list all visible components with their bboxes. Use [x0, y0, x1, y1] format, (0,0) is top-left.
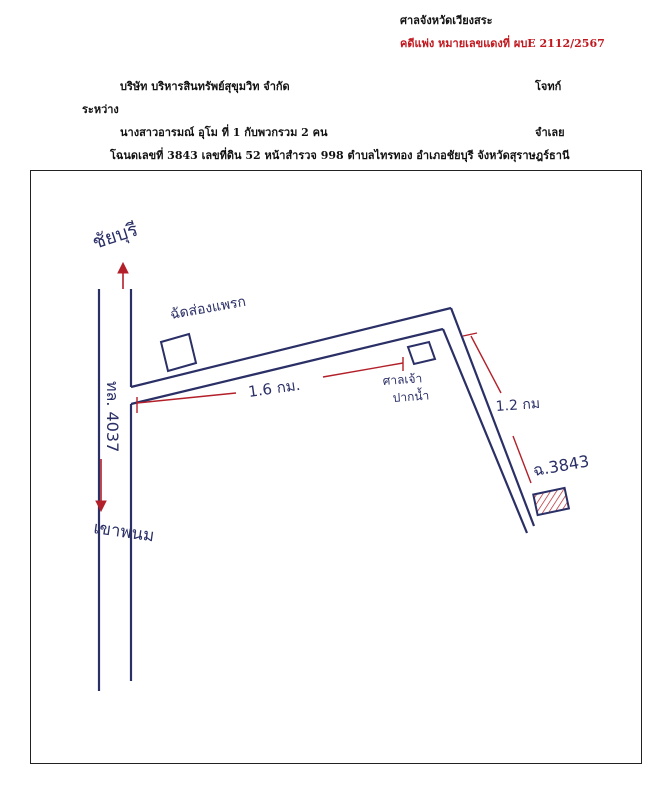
sketch-map [31, 171, 640, 762]
distance-1-label: 1.6 กม. [247, 375, 302, 401]
land-parcel [533, 488, 569, 515]
plaintiff-name: บริษัท บริหารสินทรัพย์สุขุมวิท จำกัด [120, 80, 290, 93]
defendant-name: นางสาวอารมณ์ อุโม ที่ 1 กับพวกรวม 2 คน [120, 126, 328, 139]
plaintiff-role: โจทก์ [535, 80, 562, 93]
road-code-label: ทล. 4037 [103, 381, 122, 453]
sketch-map-frame [30, 170, 642, 764]
court-name: ศาลจังหวัดเวียงสระ [400, 14, 493, 27]
deed-info: โฉนดเลขที่ 3843 เลขที่ดิน 52 หน้าสำรวจ 998 ตำบลไทรทอง อำเภอชัยบุรี จังหวัดสุราษฎร์ธานี [110, 149, 570, 162]
north-arrowhead [118, 263, 128, 273]
case-number: คดีแพ่ง หมายเลขแดงที่ ผบE 2112/2567 [400, 37, 605, 50]
side-road-left-edge [443, 329, 527, 533]
south-arrowhead [96, 501, 106, 511]
landmark-1-label: ฉัดส่องแพรก [168, 293, 248, 323]
label-north: ชัยบุรี [89, 218, 141, 254]
distance-2-start-tick [463, 333, 477, 336]
distance-2-line-top [471, 336, 501, 393]
distance-2-label: 1.2 กม [495, 395, 541, 415]
label-south: เขาพนม [92, 518, 156, 547]
landmark-2-box [408, 342, 435, 364]
parcel-label: ฉ.3843 [531, 451, 591, 480]
landmark-2-label-line1: ศาลเจ้า [382, 371, 423, 388]
between-label: ระหว่าง [82, 103, 119, 116]
landmark-2-label-line2: ปากน้ำ [392, 388, 430, 405]
defendant-role: จำเลย [535, 126, 565, 139]
landmark-1-box [161, 334, 196, 371]
side-road-right-edge [451, 308, 534, 526]
